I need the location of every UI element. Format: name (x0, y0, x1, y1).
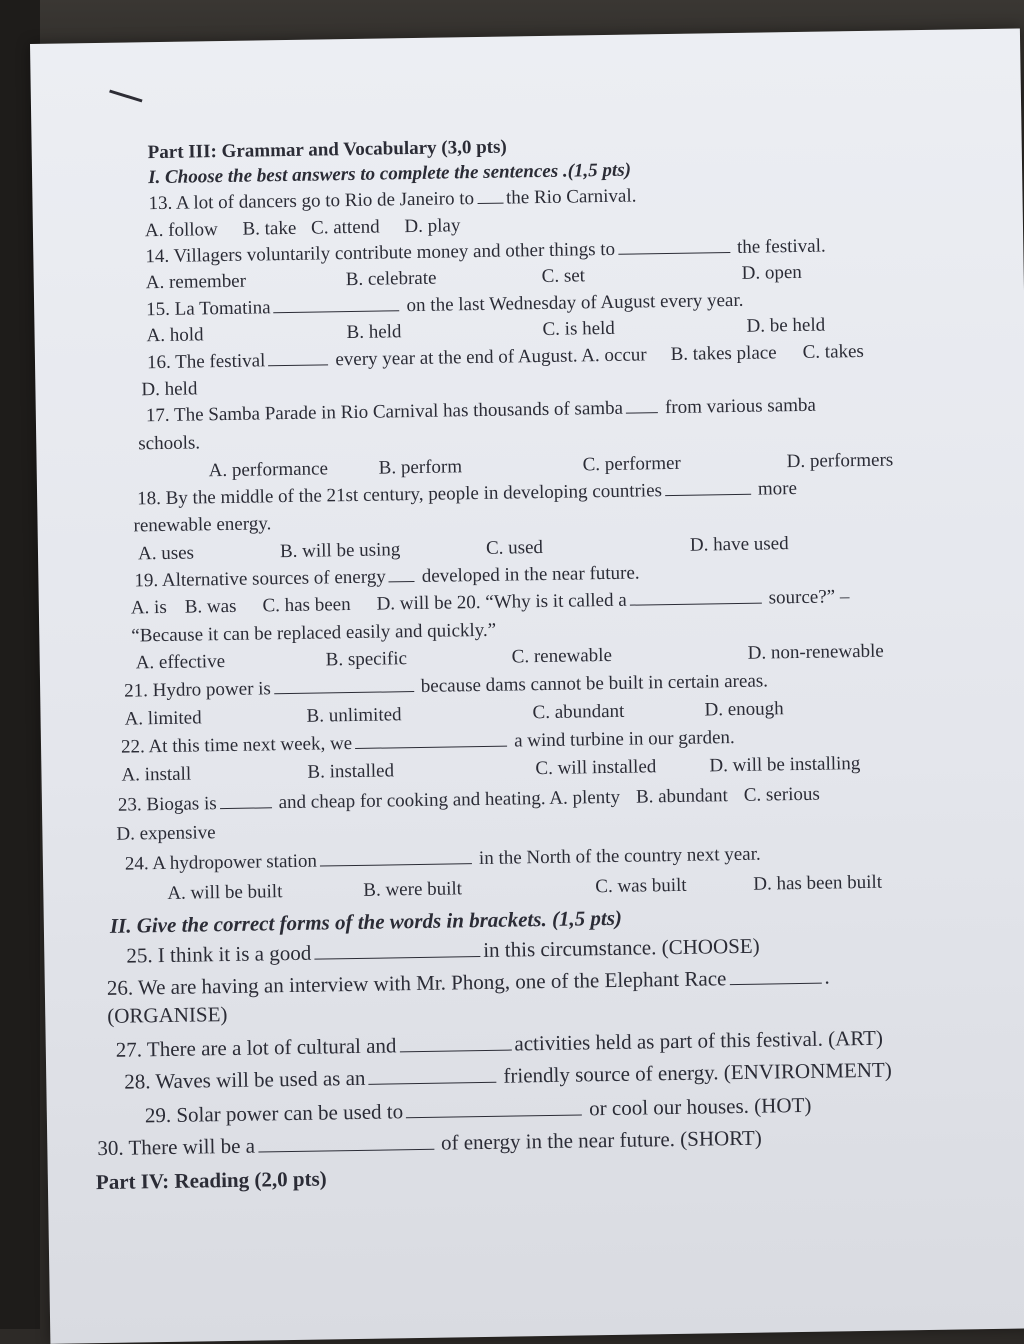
q15-text-a: 15. La Tomatina (146, 297, 271, 321)
q24-opt-c: C. was built (595, 874, 687, 898)
q18-stem (137, 478, 797, 510)
q23-stem (118, 784, 820, 817)
part3-title: Part III: Grammar and Vocabulary (3,0 pts) (147, 136, 507, 164)
q22-opt-d: D. will be installing (709, 753, 861, 777)
q25-text-b: in this circumstance. (CHOOSE) (483, 933, 760, 962)
q30-blank (258, 1134, 434, 1153)
q20-continuation: “Because it can be replaced easily and quickly.” (131, 619, 497, 647)
q17-text-a: 17. The Samba Parade in Rio Carnival has thousands of samba (145, 397, 624, 427)
q14-opt-a: A. remember (145, 270, 247, 294)
q26-text-a: 26. We are having an interview with Mr. Phong, one of the Elephant Race (106, 966, 727, 1000)
q29-text-b: or cool our houses. (HOT) (588, 1092, 812, 1121)
q23-text-a: 23. Biogas is (117, 793, 217, 816)
q21-text-a: 21. Hydro power is (124, 678, 272, 702)
q25-blank (314, 941, 480, 960)
q30 (97, 1127, 762, 1159)
q21-opt-a: A. limited (124, 707, 202, 730)
q13-opt-a: A. follow (144, 219, 218, 242)
q18-opt-c: C. used (485, 537, 544, 559)
q26 (107, 966, 830, 999)
q16-text-b: every year at the end of August. A. occur (335, 344, 647, 371)
q18-opt-a: A. uses (137, 542, 195, 565)
section2-title: II. Give the correct forms of the words in brackets. (1,5 pts) (109, 905, 623, 938)
q14-opt-d: D. open (741, 261, 803, 284)
q20-opt-b: B. specific (325, 648, 408, 671)
q19-text-a: 19. Alternative sources of energy (134, 566, 386, 592)
q15-opt-d: D. be held (746, 314, 826, 337)
q15-opt-a: A. hold (146, 324, 204, 347)
q22-opt-a: A. install (121, 763, 192, 786)
q18-text-a: 18. By the middle of the 21st century, people in developing countries (136, 480, 663, 510)
q20-text-a: 20. “Why is it called a (456, 589, 627, 614)
q19-blank (389, 566, 415, 582)
q25 (126, 935, 760, 967)
q18-continuation: renewable energy. (133, 513, 272, 537)
q19-opt-a: A. is (130, 596, 167, 619)
q14-options (146, 262, 802, 294)
q15-blank (273, 295, 399, 313)
q29-text-a: 29. Solar power can be used to (144, 1099, 404, 1128)
q19-text-b: developed in the near future. (421, 562, 640, 587)
q27-text-b: activities held as part of this festival. (ART) (514, 1025, 884, 1056)
q18-blank (665, 479, 751, 496)
q14-opt-b: B. celebrate (345, 267, 437, 291)
q24-blank (320, 848, 472, 866)
q26-text-b: . (824, 964, 830, 989)
part4-title: Part IV: Reading (2,0 pts) (95, 1166, 327, 1195)
q28-blank (368, 1067, 496, 1085)
q13-text-b: the Rio Carnival. (505, 185, 637, 209)
q16-stem (147, 341, 864, 374)
q13-opt-c: C. attend (310, 216, 380, 239)
q17-opt-c: C. performer (582, 452, 681, 476)
q17-blank (626, 397, 658, 414)
q17-text-b: from various samba (664, 394, 817, 419)
q25-text-a: 25. I think it is a good (126, 940, 312, 968)
q19-stem (134, 562, 640, 592)
q14-opt-c: C. set (541, 265, 586, 287)
q16-text-a: 16. The festival (146, 350, 266, 374)
q19-opt-c: C. has been (262, 594, 351, 617)
q20-opt-c: C. renewable (511, 644, 613, 668)
q24-text-b: in the North of the country next year. (478, 843, 761, 870)
q28 (124, 1059, 892, 1093)
q20-text-b: source?” – (768, 586, 850, 609)
q24-opt-d: D. has been built (753, 871, 883, 895)
q23-opt-b: B. abundant (635, 785, 728, 808)
q23-opt-d: D. expensive (116, 822, 216, 845)
q29-blank (406, 1099, 582, 1118)
q22-options (121, 753, 860, 787)
q17-opt-b: B. perform (378, 456, 463, 479)
q18-opt-b: B. will be using (279, 539, 401, 563)
q22-text-b: a wind turbine in our garden. (513, 727, 735, 752)
q20-options (136, 641, 884, 675)
q29 (145, 1094, 812, 1126)
q16-opt-d: D. held (141, 378, 198, 401)
q24-options (167, 872, 882, 905)
q26-blank (729, 968, 821, 985)
q21-blank (274, 676, 414, 694)
q23-text-b: and cheap for cooking and heating. A. plenty (278, 786, 621, 814)
q18-opt-d: D. have used (689, 533, 789, 556)
q30-text-b: of energy in the near future. (SHORT) (440, 1125, 762, 1155)
q27 (116, 1027, 883, 1061)
q22-stem (121, 727, 735, 759)
q16-opt-c: C. takes (802, 340, 865, 363)
q13-opt-b: B. take (242, 217, 297, 240)
q17-opt-d: D. performers (786, 449, 894, 473)
q20-opt-d: D. non-renewable (747, 640, 884, 664)
q22-text-a: 22. At this time next week, we (120, 733, 353, 758)
q15-opt-b: B. held (346, 321, 402, 344)
q19-options (131, 586, 850, 619)
q30-text-a: 30. There will be a (97, 1133, 256, 1161)
q20-blank (630, 588, 762, 606)
q19-opt-b: B. was (184, 595, 237, 618)
q22-opt-b: B. installed (307, 760, 395, 783)
q13-text-a: 13. A lot of dancers go to Rio de Janeiro to (148, 188, 475, 215)
q17-continuation: schools. (138, 432, 201, 455)
q23-opt-c: C. serious (743, 783, 820, 806)
pen-mark (109, 90, 142, 103)
q13-blank (477, 188, 503, 204)
section1-title: I. Choose the best answers to complete the sentences .(1,5 pts) (147, 159, 632, 189)
exam-sheet (30, 28, 1024, 1343)
q27-text-a: 27. There are a lot of cultural and (115, 1033, 397, 1062)
q28-text-b: friendly source of energy. (ENVIRONMENT) (503, 1057, 892, 1088)
q21-text-b: because dams cannot be built in certain areas. (420, 670, 769, 697)
q13-stem (148, 185, 636, 215)
q13-options (145, 215, 461, 242)
q17-opt-a: A. performance (208, 458, 329, 482)
q15-text-b: on the last Wednesday of August every year. (406, 289, 744, 317)
q21-stem (124, 670, 768, 702)
q18-options (138, 533, 789, 565)
q28-text-a: 28. Waves will be used as an (124, 1065, 366, 1094)
q23-blank (219, 792, 271, 809)
q22-blank (355, 731, 507, 749)
q18-text-b: more (757, 478, 798, 500)
q21-opt-b: B. unlimited (306, 704, 402, 727)
q24-stem (125, 844, 761, 876)
q17-stem (146, 395, 816, 428)
q21-opt-d: D. enough (704, 698, 784, 721)
q19-opt-d: D. will be (376, 592, 453, 615)
q14-blank (618, 237, 730, 255)
q14-text-b: the festival. (736, 235, 826, 258)
q14-text-a: 14. Villagers voluntarily contribute money and other things to (145, 238, 616, 268)
q21-options (124, 698, 783, 730)
q24-text-a: 24. A hydropower station (124, 850, 318, 875)
q16-blank (268, 349, 328, 366)
q27-blank (399, 1035, 511, 1053)
q22-opt-c: C. will installed (535, 756, 657, 780)
q13-opt-d: D. play (404, 215, 461, 238)
q15-opt-c: C. is held (542, 317, 616, 340)
q20-opt-a: A. effective (135, 651, 226, 674)
q21-opt-c: C. abundant (532, 700, 625, 724)
q16-opt-b: B. takes place (670, 342, 777, 365)
q24-opt-b: B. were built (363, 878, 463, 901)
q24-opt-a: A. will be built (167, 881, 283, 904)
q26-word: (ORGANISE) (107, 1002, 228, 1028)
